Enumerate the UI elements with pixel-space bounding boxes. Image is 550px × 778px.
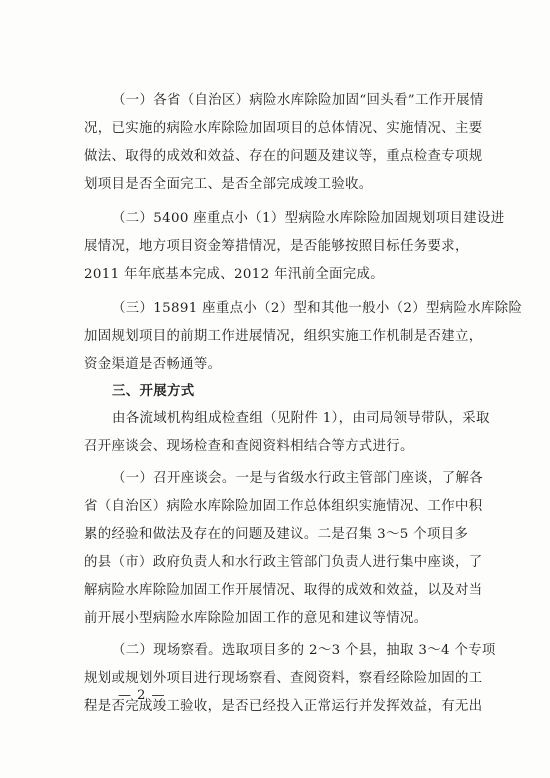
paragraph-line: 累的经验和做法及存在的问题及建议。二是召集 3～5 个项目多 xyxy=(84,527,469,542)
section-heading: 三、开展方式 xyxy=(112,383,195,399)
paragraph-line: 做法、取得的成效和效益、存在的问题及建议等，重点检查专项规 xyxy=(84,149,483,164)
paragraph-line: 加固规划项目的前期工作进展情况，组织实施工作机制是否建立， xyxy=(84,329,483,344)
paragraph-line: 前开展小型病险水库除险加固工作的意见和建议等情况。 xyxy=(84,611,428,626)
paragraph-line: （一）召开座谈会。一是与省级水行政主管部门座谈，了解各 xyxy=(112,471,483,486)
paragraph-line: 况，已实施的病险水库除险加固项目的总体情况、实施情况、主要 xyxy=(84,121,483,136)
paragraph-line: 由各流域机构组成检查组（见附件 1），由司局领导带队，采取 xyxy=(112,411,490,426)
paragraph-line: （二）现场察看。选取项目多的 2～3 个县，抽取 3～4 个专项 xyxy=(112,643,496,658)
paragraph-line: 规划或规划外项目进行现场察看、查阅资料，察看经除险加固的工 xyxy=(84,671,483,686)
paragraph-line: 程是否完成竣工验收，是否已经投入正常运行并发挥效益，有无出 xyxy=(84,699,483,714)
paragraph-line: 召开座谈会、现场检查和查阅资料相结合等方式进行。 xyxy=(84,439,414,454)
paragraph-line: 的县（市）政府负责人和水行政主管部门负责人进行集中座谈，了 xyxy=(84,555,483,570)
paragraph-line: 资金渠道是否畅通等。 xyxy=(84,357,222,372)
page-number: — 2 — xyxy=(118,688,166,703)
paragraph-line: （一）各省（自治区）病险水库除险加固“回头看”工作开展情 xyxy=(112,93,484,108)
paragraph-line: 解病险水库除险加固工作开展情况、取得的成效和效益，以及对当 xyxy=(84,583,483,598)
paragraph-line: 划项目是否全面完工、是否全部完成竣工验收。 xyxy=(84,177,373,192)
paragraph-line: 2011 年年底基本完成、2012 年汛前全面完成。 xyxy=(84,267,385,282)
paragraph-line: （三）15891 座重点小（2）型和其他一般小（2）型病险水库除险 xyxy=(112,301,523,316)
paragraph-line: 省（自治区）病险水库除险加固工作总体组织实施情况、工作中积 xyxy=(84,499,483,514)
paragraph-line: （二）5400 座重点小（1）型病险水库除险加固规划项目建设进 xyxy=(112,211,505,226)
paragraph-line: 展情况，地方项目资金筹措情况，是否能够按照目标任务要求， xyxy=(84,239,469,254)
